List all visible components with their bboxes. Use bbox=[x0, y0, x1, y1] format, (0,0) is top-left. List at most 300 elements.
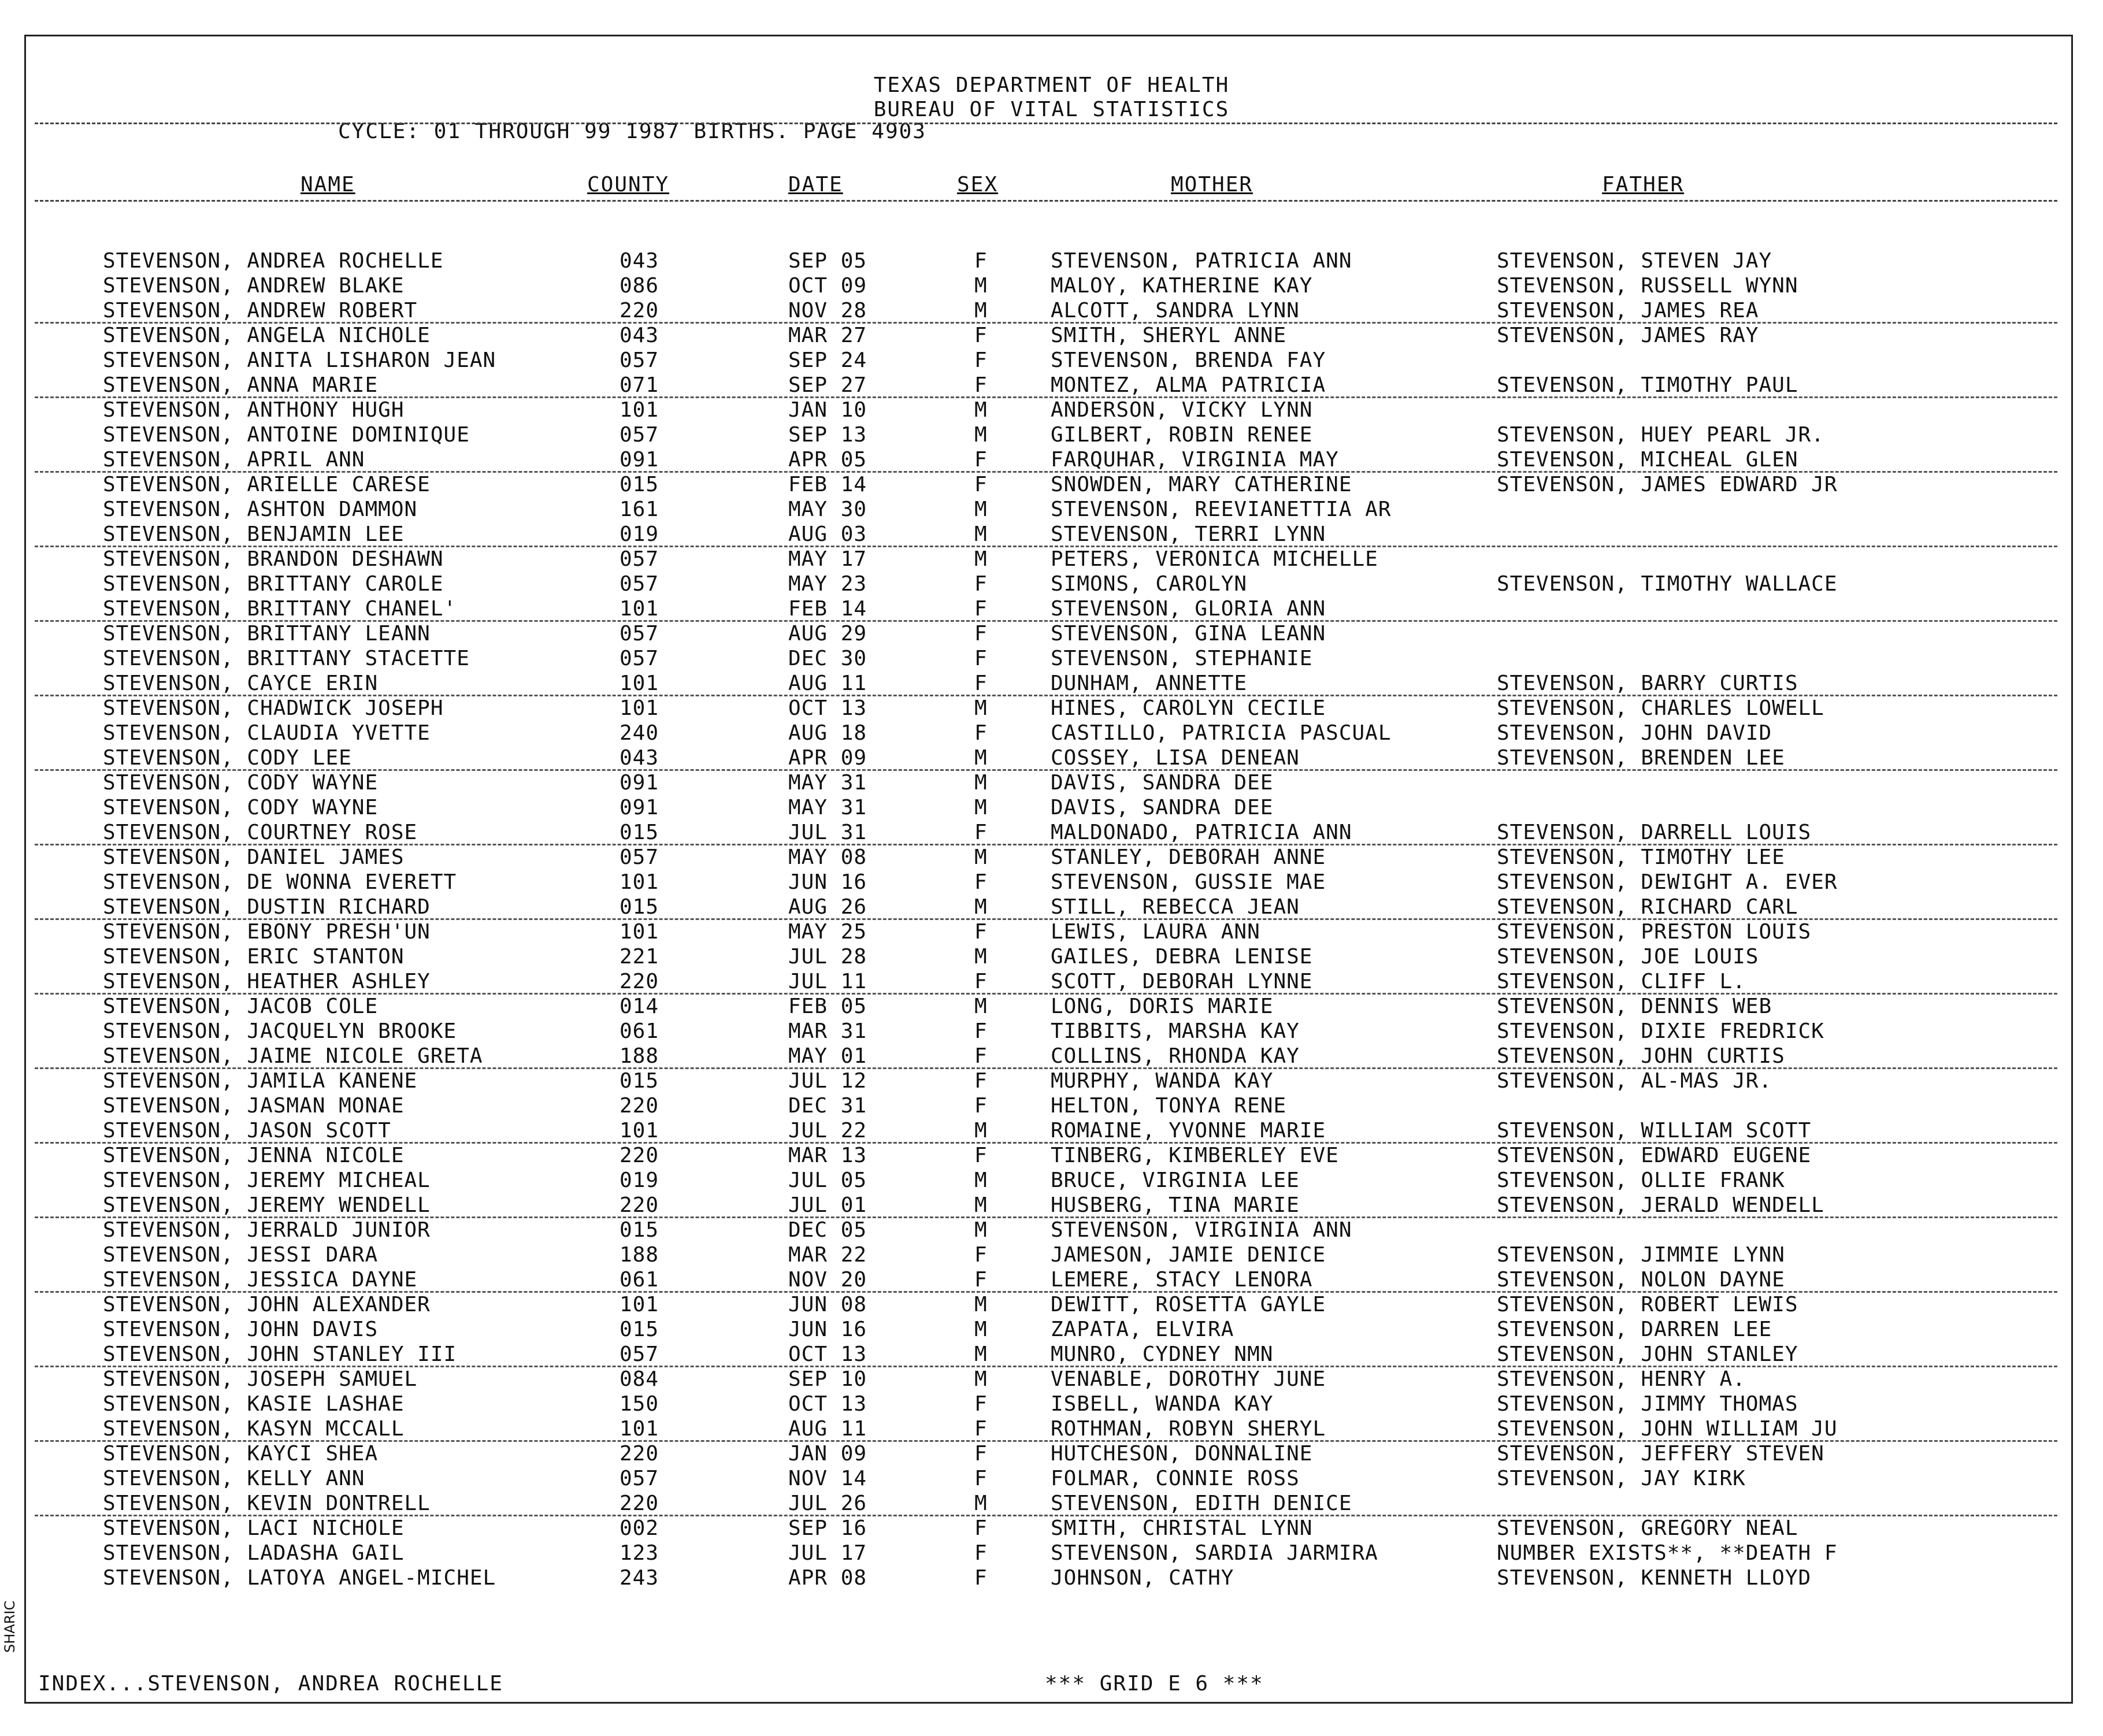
cell-sex: F bbox=[974, 448, 988, 472]
cell-date: DEC 30 bbox=[788, 647, 867, 670]
cell-name: STEVENSON, COURTNEY ROSE bbox=[103, 821, 418, 844]
cell-mother: MUNRO, CYDNEY NMN bbox=[1051, 1342, 1274, 1366]
cell-date: JUL 31 bbox=[788, 821, 867, 844]
column-header-father: FATHER bbox=[1602, 173, 1685, 196]
cell-name: STEVENSON, CLAUDIA YVETTE bbox=[103, 721, 431, 745]
cell-sex: F bbox=[974, 1566, 988, 1590]
cell-county: 057 bbox=[620, 547, 659, 571]
cell-father: STEVENSON, EDWARD EUGENE bbox=[1497, 1144, 1812, 1167]
cell-date: SEP 27 bbox=[788, 373, 867, 397]
table-row bbox=[0, 994, 2103, 1019]
table-row bbox=[0, 1317, 2103, 1342]
cell-county: 091 bbox=[620, 796, 659, 819]
table-row bbox=[0, 1541, 2103, 1566]
cell-mother: HELTON, TONYA RENE bbox=[1051, 1094, 1287, 1118]
cell-mother: HUTCHESON, DONNALINE bbox=[1051, 1442, 1313, 1466]
cell-date: SEP 16 bbox=[788, 1516, 867, 1540]
cell-county: 240 bbox=[620, 721, 659, 745]
cell-county: 057 bbox=[620, 423, 659, 447]
cell-father: NUMBER EXISTS**, **DEATH F bbox=[1497, 1541, 1838, 1565]
cell-name: STEVENSON, CAYCE ERIN bbox=[103, 672, 379, 695]
cell-county: 061 bbox=[620, 1019, 659, 1043]
table-row bbox=[0, 596, 2103, 621]
cell-name: STEVENSON, JAMILA KANENE bbox=[103, 1069, 418, 1093]
cell-sex: F bbox=[974, 821, 988, 844]
cell-father: STEVENSON, KENNETH LLOYD bbox=[1497, 1566, 1812, 1590]
cell-date: AUG 18 bbox=[788, 721, 867, 745]
cell-name: STEVENSON, BRITTANY STACETTE bbox=[103, 647, 470, 670]
cell-name: STEVENSON, KELLY ANN bbox=[103, 1467, 365, 1490]
cell-sex: M bbox=[974, 995, 988, 1018]
cell-name: STEVENSON, ANNA MARIE bbox=[103, 373, 379, 397]
cell-name: STEVENSON, LACI NICHOLE bbox=[103, 1516, 405, 1540]
table-row bbox=[0, 795, 2103, 820]
cell-date: MAY 30 bbox=[788, 498, 867, 521]
cell-sex: F bbox=[974, 1144, 988, 1167]
cell-mother: ANDERSON, VICKY LYNN bbox=[1051, 398, 1313, 422]
table-row bbox=[0, 870, 2103, 895]
cell-date: MAR 27 bbox=[788, 324, 867, 347]
cell-name: STEVENSON, DANIEL JAMES bbox=[103, 845, 405, 869]
cell-date: AUG 11 bbox=[788, 672, 867, 695]
cell-county: 002 bbox=[620, 1516, 659, 1540]
cell-county: 015 bbox=[620, 1069, 659, 1093]
cell-father: STEVENSON, JOE LOUIS bbox=[1497, 945, 1759, 969]
cell-name: STEVENSON, BRANDON DESHAWN bbox=[103, 547, 444, 571]
cycle-line: CYCLE: 01 THROUGH 99 1987 BIRTHS. PAGE 4903 bbox=[338, 120, 926, 143]
table-row bbox=[0, 1093, 2103, 1118]
cell-county: 243 bbox=[620, 1566, 659, 1590]
footer-index: INDEX...STEVENSON, ANDREA ROCHELLE bbox=[38, 1672, 503, 1696]
table-row bbox=[0, 373, 2103, 398]
cell-county: 084 bbox=[620, 1367, 659, 1391]
cell-sex: M bbox=[974, 845, 988, 869]
table-row bbox=[0, 398, 2103, 422]
cell-sex: F bbox=[974, 348, 988, 372]
cell-date: APR 08 bbox=[788, 1566, 867, 1590]
cell-date: APR 09 bbox=[788, 746, 867, 770]
table-row bbox=[0, 1044, 2103, 1069]
column-header-mother: MOTHER bbox=[1171, 173, 1253, 196]
cell-county: 220 bbox=[620, 970, 659, 993]
cell-father: STEVENSON, JAMES RAY bbox=[1497, 324, 1759, 347]
cell-name: STEVENSON, KASIE LASHAE bbox=[103, 1392, 405, 1416]
table-row bbox=[0, 1143, 2103, 1168]
cell-sex: F bbox=[974, 1467, 988, 1490]
cell-name: STEVENSON, BENJAMIN LEE bbox=[103, 522, 405, 546]
cell-date: JUL 28 bbox=[788, 945, 867, 969]
column-header-county: COUNTY bbox=[587, 173, 670, 196]
cell-mother: STEVENSON, EDITH DENICE bbox=[1051, 1492, 1352, 1515]
cell-mother: HINES, CAROLYN CECILE bbox=[1051, 696, 1326, 720]
cell-mother: PETERS, VERONICA MICHELLE bbox=[1051, 547, 1378, 571]
cell-date: FEB 14 bbox=[788, 597, 867, 621]
cell-father: STEVENSON, BRENDEN LEE bbox=[1497, 746, 1785, 770]
cell-mother: STEVENSON, TERRI LYNN bbox=[1051, 522, 1326, 546]
cell-county: 057 bbox=[620, 845, 659, 869]
cell-father: STEVENSON, JIMMY THOMAS bbox=[1497, 1392, 1798, 1416]
cell-mother: FOLMAR, CONNIE ROSS bbox=[1051, 1467, 1300, 1490]
cell-mother: MONTEZ, ALMA PATRICIA bbox=[1051, 373, 1326, 397]
table-row bbox=[0, 1218, 2103, 1242]
cell-father: STEVENSON, DARREN LEE bbox=[1497, 1318, 1772, 1341]
cell-mother: TIBBITS, MARSHA KAY bbox=[1051, 1019, 1300, 1043]
cell-county: 220 bbox=[620, 1144, 659, 1167]
cell-mother: LEMERE, STACY LENORA bbox=[1051, 1268, 1313, 1292]
cell-father: STEVENSON, DARRELL LOUIS bbox=[1497, 821, 1812, 844]
cell-county: 014 bbox=[620, 995, 659, 1018]
cell-father: STEVENSON, CHARLES LOWELL bbox=[1497, 696, 1824, 720]
cell-father: STEVENSON, STEVEN JAY bbox=[1497, 249, 1772, 273]
cell-name: STEVENSON, ANGELA NICHOLE bbox=[103, 324, 431, 347]
cell-sex: M bbox=[974, 1218, 988, 1242]
department-title: TEXAS DEPARTMENT OF HEALTH bbox=[873, 73, 1230, 97]
column-header-name: NAME bbox=[301, 173, 355, 196]
cell-name: STEVENSON, JOHN ALEXANDER bbox=[103, 1293, 431, 1316]
cell-father: STEVENSON, JAY KIRK bbox=[1497, 1467, 1746, 1490]
cell-date: SEP 13 bbox=[788, 423, 867, 447]
cell-father: STEVENSON, OLLIE FRANK bbox=[1497, 1169, 1785, 1192]
cell-mother: ROMAINE, YVONNE MARIE bbox=[1051, 1119, 1326, 1143]
cell-county: 220 bbox=[620, 1492, 659, 1515]
table-row bbox=[0, 323, 2103, 348]
column-header-sex: SEX bbox=[957, 173, 999, 196]
cell-father: STEVENSON, AL-MAS JR. bbox=[1497, 1069, 1772, 1093]
cell-date: AUG 29 bbox=[788, 622, 867, 646]
cell-father: STEVENSON, TIMOTHY WALLACE bbox=[1497, 572, 1838, 596]
table-row bbox=[0, 1392, 2103, 1416]
cell-date: JUL 12 bbox=[788, 1069, 867, 1093]
cell-father: STEVENSON, ROBERT LEWIS bbox=[1497, 1293, 1798, 1316]
cell-sex: M bbox=[974, 696, 988, 720]
cell-father: STEVENSON, JOHN STANLEY bbox=[1497, 1342, 1798, 1366]
cell-mother: CASTILLO, PATRICIA PASCUAL bbox=[1051, 721, 1392, 745]
cell-name: STEVENSON, KASYN MCCALL bbox=[103, 1417, 405, 1441]
cell-date: MAR 22 bbox=[788, 1243, 867, 1267]
cell-county: 015 bbox=[620, 895, 659, 919]
table-row bbox=[0, 820, 2103, 845]
table-row bbox=[0, 1441, 2103, 1466]
cell-mother: ALCOTT, SANDRA LYNN bbox=[1051, 299, 1300, 322]
cell-mother: JAMESON, JAMIE DENICE bbox=[1051, 1243, 1326, 1267]
cell-date: JUN 08 bbox=[788, 1293, 867, 1316]
cell-date: JUL 26 bbox=[788, 1492, 867, 1515]
cell-name: STEVENSON, BRITTANY CAROLE bbox=[103, 572, 444, 596]
cell-date: JUL 17 bbox=[788, 1541, 867, 1565]
table-row bbox=[0, 944, 2103, 969]
cell-name: STEVENSON, DE WONNA EVERETT bbox=[103, 870, 457, 894]
cell-name: STEVENSON, JACQUELYN BROOKE bbox=[103, 1019, 457, 1043]
table-row bbox=[0, 646, 2103, 671]
cell-name: STEVENSON, DUSTIN RICHARD bbox=[103, 895, 431, 919]
cell-name: STEVENSON, BRITTANY CHANEL' bbox=[103, 597, 457, 621]
cell-sex: F bbox=[974, 970, 988, 993]
cell-father: STEVENSON, JEFFERY STEVEN bbox=[1497, 1442, 1824, 1466]
table-row bbox=[0, 1416, 2103, 1441]
cell-sex: M bbox=[974, 1318, 988, 1341]
cell-mother: MALDONADO, PATRICIA ANN bbox=[1051, 821, 1352, 844]
table-row bbox=[0, 1367, 2103, 1392]
cell-county: 101 bbox=[620, 696, 659, 720]
cell-sex: F bbox=[974, 1417, 988, 1441]
cell-name: STEVENSON, ANDREW ROBERT bbox=[103, 299, 418, 322]
cell-county: 057 bbox=[620, 1467, 659, 1490]
cell-sex: F bbox=[974, 473, 988, 496]
cell-name: STEVENSON, JACOB COLE bbox=[103, 995, 379, 1018]
cell-father: STEVENSON, DIXIE FREDRICK bbox=[1497, 1019, 1824, 1043]
cell-date: NOV 28 bbox=[788, 299, 867, 322]
cell-mother: DAVIS, SANDRA DEE bbox=[1051, 771, 1274, 795]
table-row bbox=[0, 1118, 2103, 1143]
cell-father: STEVENSON, WILLIAM SCOTT bbox=[1497, 1119, 1812, 1143]
cell-name: STEVENSON, HEATHER ASHLEY bbox=[103, 970, 431, 993]
cell-name: STEVENSON, JENNA NICOLE bbox=[103, 1144, 405, 1167]
cell-date: MAY 01 bbox=[788, 1044, 867, 1068]
cell-sex: M bbox=[974, 522, 988, 546]
cell-sex: F bbox=[974, 622, 988, 646]
cell-father: STEVENSON, TIMOTHY LEE bbox=[1497, 845, 1785, 869]
table-row bbox=[0, 745, 2103, 770]
cell-date: SEP 05 bbox=[788, 249, 867, 273]
cell-sex: F bbox=[974, 373, 988, 397]
cell-mother: LONG, DORIS MARIE bbox=[1051, 995, 1274, 1018]
cell-date: JUL 11 bbox=[788, 970, 867, 993]
cell-mother: DAVIS, SANDRA DEE bbox=[1051, 796, 1274, 819]
cell-mother: DUNHAM, ANNETTE bbox=[1051, 672, 1248, 695]
cell-father: STEVENSON, MICHEAL GLEN bbox=[1497, 448, 1798, 472]
cell-name: STEVENSON, CODY WAYNE bbox=[103, 771, 379, 795]
cell-date: JUN 16 bbox=[788, 870, 867, 894]
cell-sex: F bbox=[974, 1541, 988, 1565]
cell-date: DEC 31 bbox=[788, 1094, 867, 1118]
table-row bbox=[0, 497, 2103, 522]
cell-mother: STEVENSON, SARDIA JARMIRA bbox=[1051, 1541, 1378, 1565]
cell-name: STEVENSON, BRITTANY LEANN bbox=[103, 622, 431, 646]
cell-county: 220 bbox=[620, 1094, 659, 1118]
cell-father: STEVENSON, BARRY CURTIS bbox=[1497, 672, 1798, 695]
cell-date: MAY 31 bbox=[788, 796, 867, 819]
cell-county: 101 bbox=[620, 870, 659, 894]
cell-date: MAY 23 bbox=[788, 572, 867, 596]
cell-county: 019 bbox=[620, 522, 659, 546]
cell-date: JUL 22 bbox=[788, 1119, 867, 1143]
cell-county: 057 bbox=[620, 572, 659, 596]
cell-sex: M bbox=[974, 796, 988, 819]
cell-date: NOV 14 bbox=[788, 1467, 867, 1490]
cell-name: STEVENSON, KAYCI SHEA bbox=[103, 1442, 379, 1466]
cell-county: 015 bbox=[620, 473, 659, 496]
cell-sex: F bbox=[974, 324, 988, 347]
cell-county: 101 bbox=[620, 597, 659, 621]
cell-sex: F bbox=[974, 721, 988, 745]
table-row bbox=[0, 298, 2103, 323]
cell-name: STEVENSON, ANTOINE DOMINIQUE bbox=[103, 423, 470, 447]
cell-county: 220 bbox=[620, 1193, 659, 1217]
cell-mother: HUSBERG, TINA MARIE bbox=[1051, 1193, 1300, 1217]
cell-mother: JOHNSON, CATHY bbox=[1051, 1566, 1234, 1590]
cell-sex: F bbox=[974, 647, 988, 670]
cell-sex: F bbox=[974, 1094, 988, 1118]
records-table bbox=[0, 248, 2103, 1590]
cell-name: STEVENSON, JOHN STANLEY III bbox=[103, 1342, 457, 1366]
cell-county: 101 bbox=[620, 672, 659, 695]
cell-name: STEVENSON, KEVIN DONTRELL bbox=[103, 1492, 431, 1515]
cell-date: OCT 13 bbox=[788, 1392, 867, 1416]
cell-mother: ZAPATA, ELVIRA bbox=[1051, 1318, 1234, 1341]
cell-date: OCT 09 bbox=[788, 274, 867, 298]
cell-name: STEVENSON, JOHN DAVIS bbox=[103, 1318, 379, 1341]
cell-sex: M bbox=[974, 498, 988, 521]
cell-father: STEVENSON, JAMES EDWARD JR bbox=[1497, 473, 1838, 496]
cell-name: STEVENSON, ANDREA ROCHELLE bbox=[103, 249, 444, 273]
cell-name: STEVENSON, ARIELLE CARESE bbox=[103, 473, 431, 496]
cell-father: STEVENSON, JIMMIE LYNN bbox=[1497, 1243, 1785, 1267]
cell-name: STEVENSON, CODY LEE bbox=[103, 746, 352, 770]
cell-county: 057 bbox=[620, 348, 659, 372]
cell-father: STEVENSON, PRESTON LOUIS bbox=[1497, 920, 1812, 944]
cell-mother: ISBELL, WANDA KAY bbox=[1051, 1392, 1274, 1416]
cell-sex: F bbox=[974, 249, 988, 273]
table-row bbox=[0, 1466, 2103, 1491]
cell-father: STEVENSON, CLIFF L. bbox=[1497, 970, 1746, 993]
cell-county: 091 bbox=[620, 771, 659, 795]
cell-sex: F bbox=[974, 1392, 988, 1416]
cell-name: STEVENSON, JOSEPH SAMUEL bbox=[103, 1367, 418, 1391]
cell-mother: ROTHMAN, ROBYN SHERYL bbox=[1051, 1417, 1326, 1441]
cell-date: NOV 20 bbox=[788, 1268, 867, 1292]
cell-county: 220 bbox=[620, 299, 659, 322]
cell-mother: STEVENSON, GINA LEANN bbox=[1051, 622, 1326, 646]
cell-mother: SMITH, CHRISTAL LYNN bbox=[1051, 1516, 1313, 1540]
cell-mother: COSSEY, LISA DENEAN bbox=[1051, 746, 1300, 770]
cell-name: STEVENSON, LATOYA ANGEL-MICHEL bbox=[103, 1566, 496, 1590]
cell-sex: M bbox=[974, 895, 988, 919]
table-row bbox=[0, 1342, 2103, 1367]
cell-father: STEVENSON, HUEY PEARL JR. bbox=[1497, 423, 1824, 447]
cell-date: MAY 17 bbox=[788, 547, 867, 571]
table-row bbox=[0, 919, 2103, 944]
cell-sex: F bbox=[974, 597, 988, 621]
cell-date: APR 05 bbox=[788, 448, 867, 472]
cell-date: MAR 13 bbox=[788, 1144, 867, 1167]
cell-date: DEC 05 bbox=[788, 1218, 867, 1242]
cell-name: STEVENSON, ANITA LISHARON JEAN bbox=[103, 348, 496, 372]
cell-mother: TINBERG, KIMBERLEY EVE bbox=[1051, 1144, 1339, 1167]
cell-name: STEVENSON, JEREMY WENDELL bbox=[103, 1193, 431, 1217]
cell-mother: STEVENSON, STEPHANIE bbox=[1051, 647, 1313, 670]
cell-sex: F bbox=[974, 870, 988, 894]
bureau-title: BUREAU OF VITAL STATISTICS bbox=[873, 98, 1230, 121]
table-row bbox=[0, 1168, 2103, 1193]
cell-mother: FARQUHAR, VIRGINIA MAY bbox=[1051, 448, 1339, 472]
cell-county: 057 bbox=[620, 1342, 659, 1366]
cell-sex: M bbox=[974, 1119, 988, 1143]
table-row bbox=[0, 248, 2103, 273]
cell-date: AUG 03 bbox=[788, 522, 867, 546]
cell-sex: F bbox=[974, 1268, 988, 1292]
cell-date: JUN 16 bbox=[788, 1318, 867, 1341]
cell-sex: F bbox=[974, 1044, 988, 1068]
cell-mother: STANLEY, DEBORAH ANNE bbox=[1051, 845, 1326, 869]
cell-name: STEVENSON, JERRALD JUNIOR bbox=[103, 1218, 431, 1242]
table-row bbox=[0, 845, 2103, 870]
cell-county: 015 bbox=[620, 1318, 659, 1341]
divider bbox=[35, 123, 2057, 124]
cell-mother: SMITH, SHERYL ANNE bbox=[1051, 324, 1287, 347]
cell-name: STEVENSON, CHADWICK JOSEPH bbox=[103, 696, 444, 720]
table-row bbox=[0, 671, 2103, 696]
table-row bbox=[0, 1019, 2103, 1044]
cell-county: 161 bbox=[620, 498, 659, 521]
cell-name: STEVENSON, ASHTON DAMMON bbox=[103, 498, 418, 521]
cell-county: 015 bbox=[620, 1218, 659, 1242]
cell-sex: M bbox=[974, 423, 988, 447]
table-row bbox=[0, 1193, 2103, 1218]
cell-father: STEVENSON, TIMOTHY PAUL bbox=[1497, 373, 1798, 397]
cell-date: JAN 09 bbox=[788, 1442, 867, 1466]
table-row bbox=[0, 572, 2103, 596]
cell-father: STEVENSON, JERALD WENDELL bbox=[1497, 1193, 1824, 1217]
cell-father: STEVENSON, RICHARD CARL bbox=[1497, 895, 1798, 919]
cell-name: STEVENSON, JAIME NICOLE GRETA bbox=[103, 1044, 483, 1068]
cell-sex: M bbox=[974, 1367, 988, 1391]
cell-father: STEVENSON, DENNIS WEB bbox=[1497, 995, 1772, 1018]
cell-mother: STEVENSON, BRENDA FAY bbox=[1051, 348, 1326, 372]
cell-sex: M bbox=[974, 1492, 988, 1515]
cell-county: 071 bbox=[620, 373, 659, 397]
cell-father: STEVENSON, GREGORY NEAL bbox=[1497, 1516, 1798, 1540]
cell-county: 123 bbox=[620, 1541, 659, 1565]
cell-sex: F bbox=[974, 1243, 988, 1267]
cell-father: STEVENSON, HENRY A. bbox=[1497, 1367, 1746, 1391]
cell-father: STEVENSON, JOHN CURTIS bbox=[1497, 1044, 1785, 1068]
cell-name: STEVENSON, ERIC STANTON bbox=[103, 945, 405, 969]
cell-county: 221 bbox=[620, 945, 659, 969]
cell-name: STEVENSON, APRIL ANN bbox=[103, 448, 365, 472]
cell-county: 091 bbox=[620, 448, 659, 472]
table-row bbox=[0, 895, 2103, 919]
cell-sex: M bbox=[974, 1193, 988, 1217]
cell-date: JUL 01 bbox=[788, 1193, 867, 1217]
cell-mother: GAILES, DEBRA LENISE bbox=[1051, 945, 1313, 969]
cell-mother: LEWIS, LAURA ANN bbox=[1051, 920, 1260, 944]
cell-mother: COLLINS, RHONDA KAY bbox=[1051, 1044, 1300, 1068]
cell-county: 188 bbox=[620, 1044, 659, 1068]
footer-grid: *** GRID E 6 *** bbox=[1045, 1672, 1264, 1696]
cell-name: STEVENSON, ANDREW BLAKE bbox=[103, 274, 405, 298]
cell-date: FEB 14 bbox=[788, 473, 867, 496]
table-row bbox=[0, 1267, 2103, 1292]
table-row bbox=[0, 273, 2103, 298]
cell-date: JUL 05 bbox=[788, 1169, 867, 1192]
cell-father: STEVENSON, JAMES REA bbox=[1497, 299, 1759, 322]
cell-mother: STEVENSON, REEVIANETTIA AR bbox=[1051, 498, 1392, 521]
cell-mother: GILBERT, ROBIN RENEE bbox=[1051, 423, 1313, 447]
cell-date: OCT 13 bbox=[788, 1342, 867, 1366]
cell-sex: M bbox=[974, 771, 988, 795]
table-row bbox=[0, 969, 2103, 994]
cell-father: STEVENSON, RUSSELL WYNN bbox=[1497, 274, 1798, 298]
cell-mother: STILL, REBECCA JEAN bbox=[1051, 895, 1300, 919]
cell-mother: SCOTT, DEBORAH LYNNE bbox=[1051, 970, 1313, 993]
cell-name: STEVENSON, LADASHA GAIL bbox=[103, 1541, 405, 1565]
cell-county: 101 bbox=[620, 1119, 659, 1143]
cell-county: 043 bbox=[620, 324, 659, 347]
cell-county: 101 bbox=[620, 1417, 659, 1441]
cell-sex: F bbox=[974, 672, 988, 695]
cell-sex: F bbox=[974, 920, 988, 944]
cell-sex: M bbox=[974, 398, 988, 422]
